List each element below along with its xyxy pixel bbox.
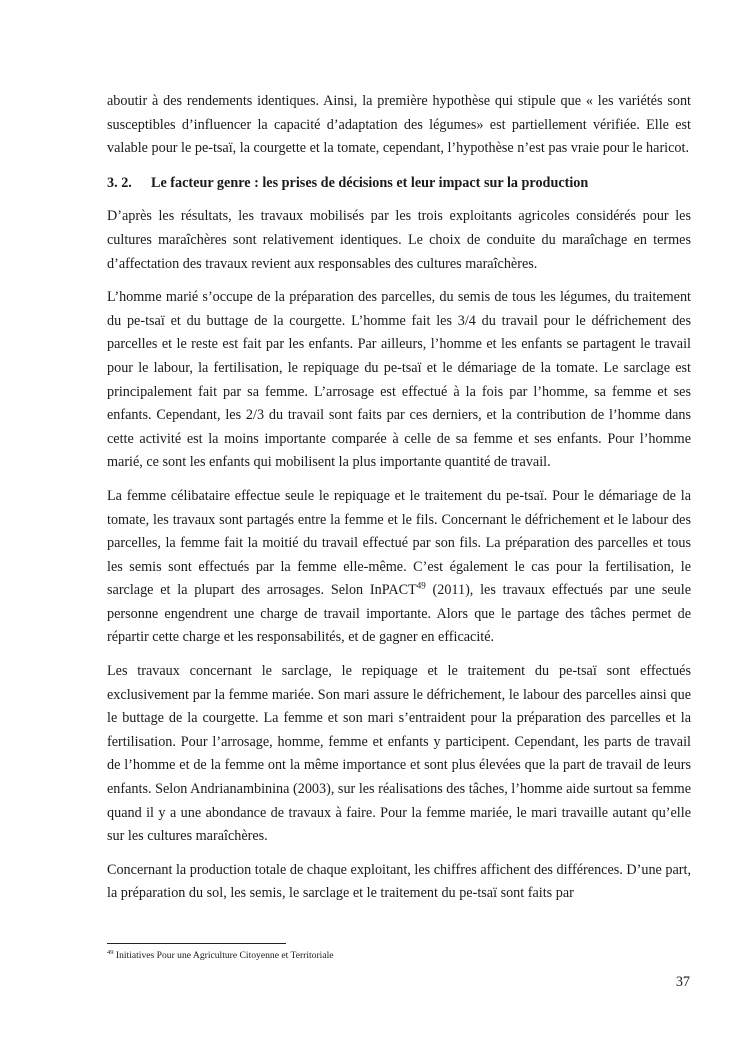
footnote-reference: 49 bbox=[416, 580, 426, 591]
paragraph-single-woman-text-2: (2011), les travaux effectués par une seule personne engendrent une charge de travail importante. Alors que le partage des tâches permet de répartir cette charge et les responsabilités, et de gagner en efficacité. bbox=[107, 582, 691, 646]
footnote-text: Initiatives Pour une Agriculture Citoyenne et Territoriale bbox=[113, 950, 334, 961]
paragraph-married-man: L’homme marié s’occupe de la préparation des parcelles, du semis de tous les légumes, du traitement du pe-tsaï et du buttage de la courgette. L’homme fait les 3/4 du travail pour le défrichement des parcelles et le reste est fait par les enfants. Par ailleurs, l’homme et les enfants se partagent le travail pour le labour, la fertilisation, le repiquage du pe-tsaï et le démariage de la tomate. Le sarclage est principalement fait par sa femme. L’arrosage est effectué à la fois par l’homme, sa femme et ses enfants. Cependant, les 2/3 du travail sont faits par ces derniers, et la contribution de l’homme dans cette activité est la moins importante comparée à celle de sa femme et ses enfants. Pour l’homme marié, ce sont les enfants qui mobilisent la plus importante quantité de travail. bbox=[107, 289, 691, 471]
footnote bbox=[107, 949, 691, 962]
body-text bbox=[107, 90, 691, 916]
paragraph-single-woman bbox=[107, 485, 691, 650]
section-heading bbox=[107, 172, 691, 196]
paragraph-results: D’après les résultats, les travaux mobilisés par les trois exploitants agricoles considérés pour les cultures maraîchères sont relativement identiques. Le choix de conduite du maraîchage en termes d’affectation des travaux revient aux responsables des cultures maraîchères. bbox=[107, 208, 691, 272]
paragraph-single-woman-text-1: La femme célibataire effectue seule le repiquage et le traitement du pe-tsaï. Pour le démariage de la tomate, les travaux sont partagés entre la femme et le fils. Concernant le défrichement et le labour des parcelles, la femme fait la moitié du travail effectué par son fils. La préparation des parcelles et tous les semis sont effectués par la femme elle-même. C’est également le cas pour la fertilisation, le sarclage et la plupart des arrosages. Selon InPACT bbox=[107, 487, 691, 599]
paragraph-married-woman: Les travaux concernant le sarclage, le repiquage et le traitement du pe-tsaï sont effectués exclusivement par la femme mariée. Son mari assure le défrichement, le labour des parcelles ainsi que le buttage de la courgette. La femme et son mari s’entraident pour la préparation des parcelles et la fertilisation. Pour l’arrosage, homme, femme et enfants y participent. Cependant, les parts de travail de l’homme et de la femme ont la même importance et sont plus élevées que la part de travail de leurs enfants. Selon Andrianambinina (2003), sur les réalisations des tâches, l’homme aide surtout sa femme quand il y a une abondance de travaux à faire. Pour la femme mariée, le mari travaille autant qu’elle sur les cultures maraîchères. bbox=[107, 663, 691, 845]
paragraph-hypothesis: aboutir à des rendements identiques. Ainsi, la première hypothèse qui stipule que « les variétés sont susceptibles d’influencer la capacité d’adaptation des légumes» est partiellement vérifiée. Elle est valable pour le pe-tsaï, la courgette et la tomate, cependant, l’hypothèse n’est pas vraie pour le haricot. bbox=[107, 93, 691, 157]
section-number: 3. 2. bbox=[107, 174, 132, 191]
footnote-number: 49 bbox=[107, 948, 114, 956]
section-title: Le facteur genre : les prises de décisions et leur impact sur la production bbox=[151, 174, 589, 191]
footnote-divider bbox=[107, 943, 286, 944]
page-number: 37 bbox=[675, 974, 690, 990]
paragraph-production: Concernant la production totale de chaque exploitant, les chiffres affichent des différences. D’une part, la préparation du sol, les semis, le sarclage et le traitement du pe-tsaï sont faits par bbox=[107, 861, 691, 902]
